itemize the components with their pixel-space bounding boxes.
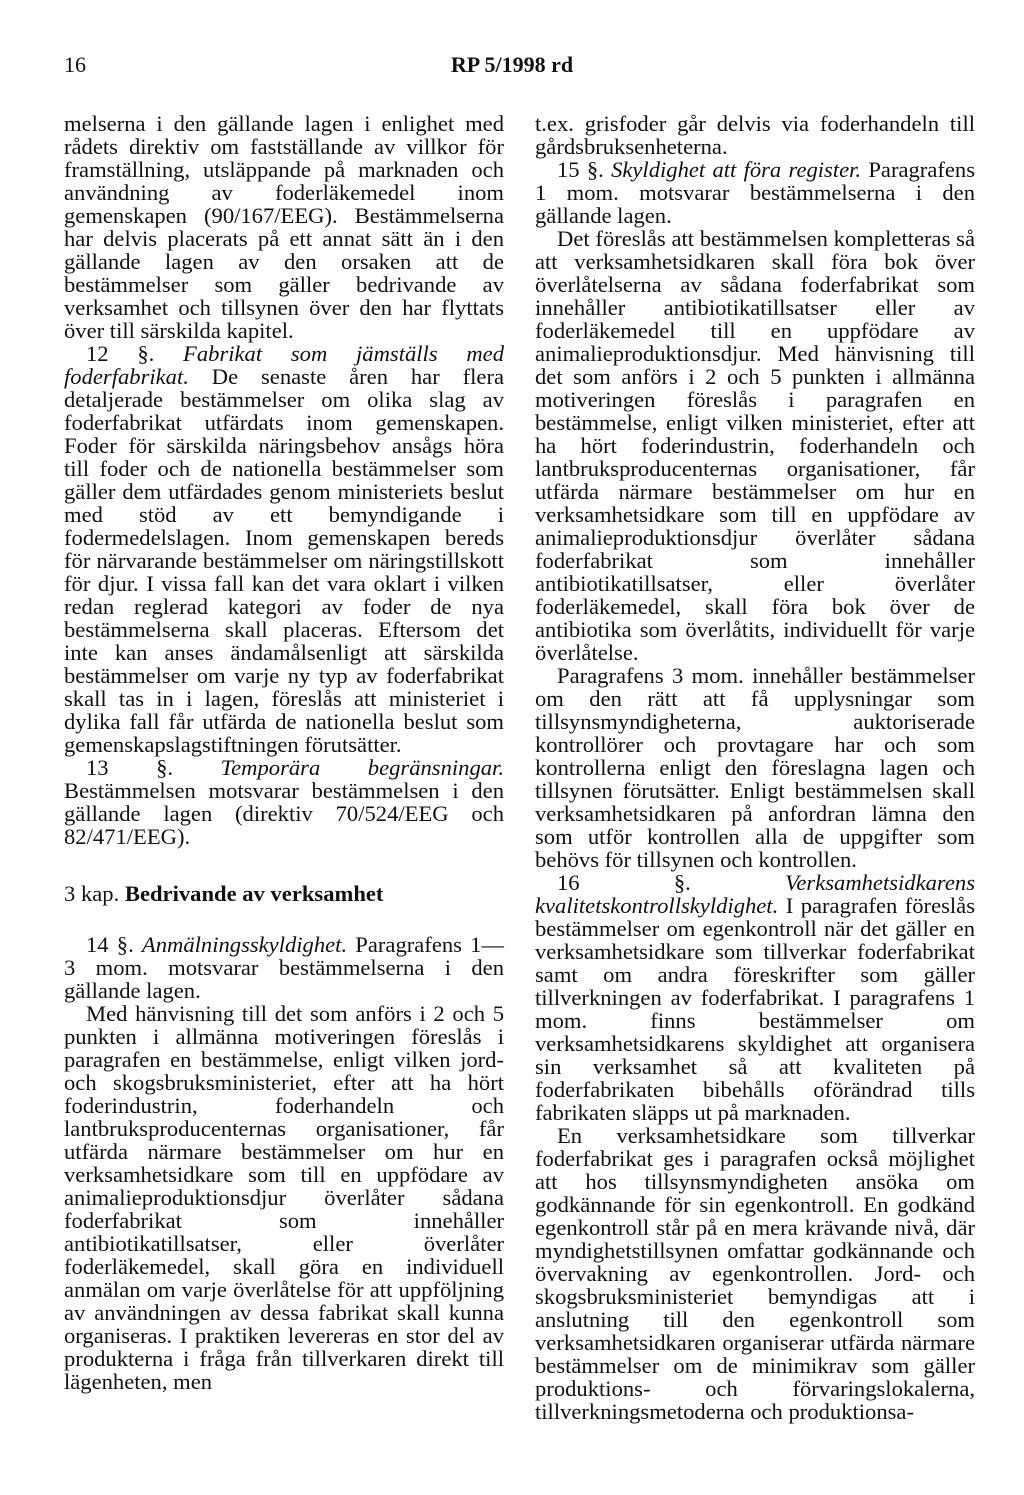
right-column (535, 112, 975, 1423)
section-title: Temporära begränsningar. (220, 755, 504, 780)
section-12 (64, 342, 504, 756)
left-column (64, 112, 504, 1393)
page-header (64, 52, 960, 82)
page-number: 16 (64, 52, 86, 77)
section-title: Fabrikat som jämställs med foderfabrikat. (64, 341, 505, 389)
chapter-heading (64, 882, 504, 905)
chapter-title: Bedrivande av verksamhet (124, 881, 384, 906)
section-text: De senaste åren har flera detaljerade bestämmelser om olika slag av foderfabrikat utfärdats inom gemenskapen. Foder för särskilda näringsbehov ansågs höra till foder och de nationella bestämmelser som gäller dem utfärdades genom ministeriets beslut med stöd av ett bemyndigande i fodermedelslagen. Inom gemenskapen bereds för närvarande bestämmelser om näringstillskott för djur. I vissa fall kan det vara oklart i vilken redan reglerad kategori av foder de nya bestämmelserna skall placeras. Eftersom det inte kan anses ändamålsenligt att särskilda bestämmelser om varje ny typ av foderfabrikat skall tas in i lagen, föreslås att ministeriet i dylika fall får utfärda de nationella beslut som gemenskapslagstiftningen förutsätter. (64, 364, 504, 757)
section-number: 16 §. (557, 870, 691, 895)
section-text: Bestämmelsen motsvarar bestämmelsen i den gällande lagen (direktiv 70/524/EEG och 82/471/EEG). (64, 778, 504, 849)
paragraph: En verksamhetsidkare som tillverkar foderfabrikat ges i paragrafen också möjlighet att hos tillsynsmyndigheten ansöka om godkännande för sin egenkontroll. En godkänd egenkontroll står på en mera krävande nivå, där myndighetstillsynen omfattar godkännande och övervakning av egenkontrollen. Jord- och skogsbruksministeriet bemyndigas att i anslutning till den egenkontroll som verksamhetsidkaren organiserar utfärda närmare bestämmelser om de minimikrav som gäller produktions- och förvaringslokalerna, tillverkningsmetoderna och produktionsa- (535, 1123, 975, 1424)
paragraph: t.ex. grisfoder går delvis via foderhandeln till gårdsbruksenheterna. (535, 111, 975, 159)
section-title: Anmälningsskyldighet. (141, 932, 348, 957)
paragraph: Paragrafens 3 mom. innehåller bestämmelser om den rätt att få upplysningar som tillsynsmyndigheterna, auktoriserade kontrollörer och provtagare har och som kontrollerna enligt den föreslagna lagen och tillsynen förutsätter. Enligt bestämmelsen skall verksamhetsidkaren på anfordran lämna den som utför kontrollen alla de uppgifter som behövs för tillsynen och kontrollen. (535, 663, 975, 872)
section-number: 12 §. (86, 341, 155, 366)
section-15 (535, 158, 975, 227)
section-text: Paragrafens 1 mom. motsvarar bestämmelserna i den gällande lagen. (535, 157, 975, 228)
section-number: 13 §. (86, 755, 174, 780)
section-13 (64, 756, 504, 848)
section-14 (64, 933, 504, 1002)
section-title: Skyldighet att föra register. (611, 157, 862, 182)
paragraph: Med hänvisning till det som anförs i 2 och 5 punkten i allmänna motiveringen föreslås i paragrafen en bestämmelse, enligt vilken jord- och skogsbruksministeriet, efter att ha hört foderindustrin, foderhandeln och lantbruksproducenternas organisationer, får utfärda närmare bestämmelser om hur en verksamhetsidkare som till en uppfödare av animalieproduktionsdjur överlåter sådana foderfabrikat som innehåller antibiotikatillsatser, eller överlåter foderläkemedel, skall göra en individuell anmälan om varje överlåtelse för att uppföljning av användningen av dessa fabrikat skall kunna organiseras. I praktiken levereras en stor del av produkterna i fråga från tillverkaren direkt till lägenheten, men (64, 1001, 504, 1394)
chapter-number: 3 kap. (64, 881, 120, 906)
section-number: 14 §. (86, 932, 134, 957)
paragraph: melserna i den gällande lagen i enlighet med rådets direktiv om fastställande av villkor för framställning, utsläppande på marknaden och användning av foderläkemedel inom gemenskapen (90/167/EEG). Bestämmelserna har delvis placerats på ett annat sätt än i den gällande lagen av den orsaken att de bestämmelser som gäller bedrivande av verksamhet och tillsynen över den har flyttats över till särskilda kapitel. (64, 111, 504, 343)
section-title: Verksamhetsidkarens kvalitetskontrollskyldighet. (535, 870, 975, 918)
section-text: Paragrafens 1—3 mom. motsvarar bestämmelserna i den gällande lagen. (64, 932, 504, 1003)
section-number: 15 §. (557, 157, 604, 182)
paragraph: Det föreslås att bestämmelsen kompletteras så att verksamhetsidkaren skall föra bok över överlåtelserna av sådana foderfabrikat som innehåller antibiotikatillsatser eller av foderläkemedel till en uppfödare av animalieproduktionsdjur. Med hänvisning till det som anförs i 2 och 5 punkten i allmänna motiveringen föreslås i paragrafen en bestämmelse, enligt vilken ministeriet, efter att ha hört foderindustrin, foderhandeln och lantbruksproducenternas organisationer, får utfärda närmare bestämmelser om hur en verksamhetsidkare som till en uppfödare av animalieproduktionsdjur överlåter sådana foderfabrikat som innehåller antibiotikatillsatser, eller överlåter foderläkemedel, skall föra bok över de antibiotika som överlåtits, individuellt för varje överlåtelse. (535, 226, 975, 665)
running-title: RP 5/1998 rd (450, 52, 574, 77)
section-text: I paragrafen föreslås bestämmelser om egenkontroll när det gäller en verksamhetsidkare som tillverkar foderfabrikat samt om andra föreskrifter som gäller tillverkningen av foderfabrikat. I paragrafens 1 mom. finns bestämmelser om verksamhetsidkarens skyldighet att organisera sin verksamhet så att kvaliteten på foderfabrikaten bibehålls oförändrad tills fabrikaten släpps ut på marknaden. (535, 893, 975, 1125)
section-16 (535, 871, 975, 1124)
